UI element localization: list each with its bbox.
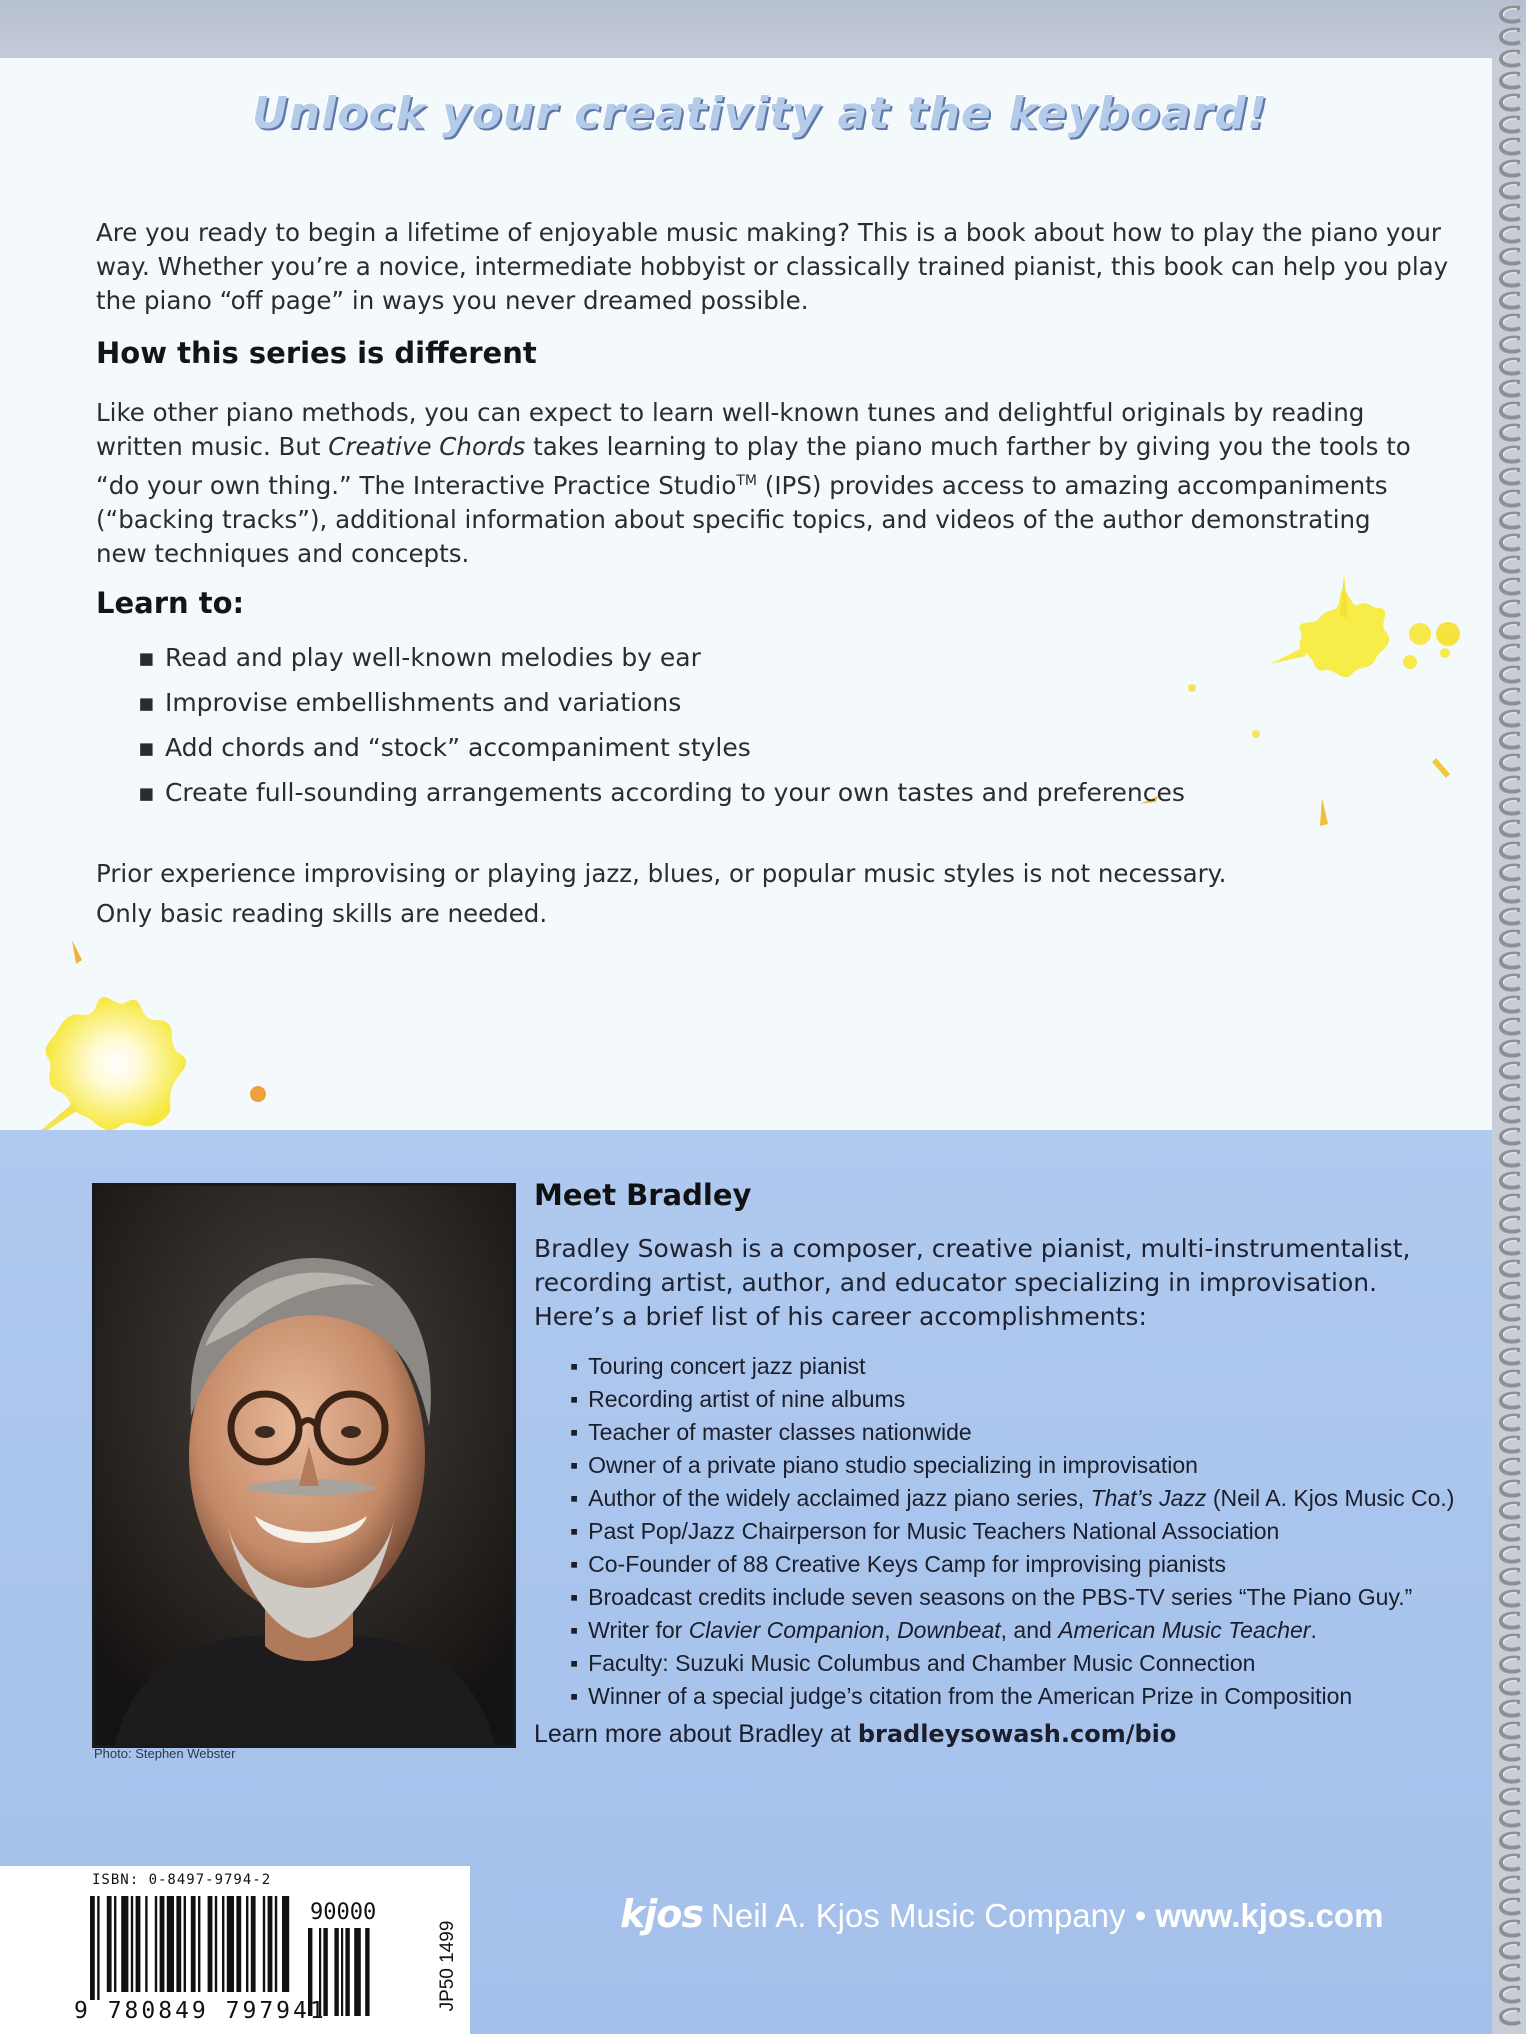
splash-right xyxy=(1140,574,1460,826)
series-text-b: takes learning to play the piano much farther by giving you the tools to “do your own thing.” The Interactive Practice Studio xyxy=(96,432,1411,501)
splash-left xyxy=(20,940,266,1157)
meet-intro: Bradley Sowash is a composer, creative pianist, multi-instrumentalist, recording artist, author, and educator specializing in improvisation. Here’s a brief list of his career accomplishments: xyxy=(534,1234,1411,1331)
list-item: ▪ Improvise embellishments and variations xyxy=(138,683,1185,728)
publisher-name: Neil A. Kjos Music Company xyxy=(711,1897,1126,1934)
barcode-bar xyxy=(90,1896,95,2000)
bullet-separator: • xyxy=(1134,1897,1147,1934)
series-title: That’s Jazz xyxy=(1090,1485,1207,1511)
barcode-bar xyxy=(167,1896,174,1992)
publisher-line xyxy=(620,1892,1383,1936)
list-item: ▪ Faculty: Suzuki Music Columbus and Chamber Music Connection xyxy=(570,1647,1454,1680)
series-heading: How this series is different xyxy=(96,336,537,370)
learn-more-line xyxy=(534,1720,1176,1749)
price-barcode-bar xyxy=(345,1928,349,2016)
price-barcode-bar xyxy=(334,1928,338,2016)
list-item xyxy=(570,1482,1454,1515)
barcode-bar xyxy=(246,1896,248,1992)
barcode-bar xyxy=(184,1896,186,1992)
meet-heading: Meet Bradley xyxy=(534,1178,752,1212)
publication-title: Downbeat xyxy=(897,1617,1001,1643)
barcode-bar xyxy=(263,1896,265,1992)
series-paragraph xyxy=(96,396,1426,571)
barcode-bar xyxy=(107,1896,112,1992)
prior-line-1: Prior experience improvising or playing jazz, blues, or popular music styles is not necessary. xyxy=(96,859,1227,888)
binding-strip xyxy=(0,0,1526,58)
price-barcode-bar xyxy=(354,1928,361,2016)
list-item: ▪ Read and play well-known melodies by ear xyxy=(138,638,1185,683)
barcode-bar xyxy=(236,1896,241,1992)
photo-credit: Photo: Stephen Webster xyxy=(94,1746,236,1761)
list-item: ▪ Teacher of master classes nationwide xyxy=(570,1416,1454,1449)
catalog-number: JP50 1499 xyxy=(437,1920,458,2012)
publication-title: Clavier Companion xyxy=(688,1617,885,1643)
barcode-bar xyxy=(176,1896,181,1992)
list-item: ▪ Past Pop/Jazz Chairperson for Music Teachers National Association xyxy=(570,1515,1454,1548)
list-item: ▪ Owner of a private piano studio specializing in improvisation xyxy=(570,1449,1454,1482)
price-barcode-bar xyxy=(341,1928,343,2016)
separator: , xyxy=(884,1617,898,1643)
learn-heading: Learn to: xyxy=(96,586,245,620)
barcode-bar xyxy=(160,1896,165,1992)
intro-paragraph: Are you ready to begin a lifetime of enjoyable music making? This is a book about how to play the piano your way. Whether you’re a novice, intermediate hobbyist or classically trained pianist, this book can help you play the piano “off page” in ways you never dreamed possible. xyxy=(96,218,1449,315)
writer-item-text: Writer for xyxy=(588,1617,689,1643)
separator: , and xyxy=(1000,1617,1059,1643)
barcode-bar xyxy=(222,1896,224,1992)
list-item: ▪ Broadcast credits include seven seasons on the PBS-TV series “The Piano Guy.” xyxy=(570,1581,1454,1614)
list-item: ▪ Create full-sounding arrangements according to your own tastes and preferences xyxy=(138,773,1185,818)
trademark-mark: TM xyxy=(736,473,757,489)
kjos-logo: kjos xyxy=(620,1892,704,1936)
career-list xyxy=(570,1350,1454,1713)
isbn-label: ISBN: 0-8497-9794-2 xyxy=(92,1872,272,1888)
price-code: 90000 xyxy=(310,1900,377,1925)
period: . xyxy=(1310,1617,1317,1643)
prior-experience-note xyxy=(96,854,1396,934)
learn-more-text: Learn more about Bradley at xyxy=(534,1720,858,1748)
barcode-bar xyxy=(114,1896,116,1992)
barcode-bar xyxy=(121,1896,128,1992)
barcode-bar xyxy=(275,1896,277,1992)
author-item-text: Author of the widely acclaimed jazz piano series, xyxy=(588,1485,1091,1511)
publication-title: American Music Teacher xyxy=(1058,1617,1311,1643)
bio-link[interactable]: bradleysowash.com/bio xyxy=(857,1720,1177,1748)
barcode-bar xyxy=(198,1896,200,1992)
learn-list xyxy=(138,638,1185,818)
barcode-bar xyxy=(227,1896,234,1992)
list-item: ▪ Touring concert jazz pianist xyxy=(570,1350,1454,1383)
series-text-a: Like other piano methods, you can expect to learn well-known tunes and delightful originals by reading written music. But xyxy=(96,398,1365,461)
barcode-digits: 9 780849 797941 xyxy=(74,1998,327,2024)
barcode-bar xyxy=(155,1896,157,1992)
barcode-bar xyxy=(145,1896,147,1992)
list-item xyxy=(570,1614,1454,1647)
list-item: ▪ Winner of a special judge’s citation from the American Prize in Composition xyxy=(570,1680,1454,1713)
book-title: Creative Chords xyxy=(328,432,526,461)
headline: Unlock your creativity at the keyboard! xyxy=(252,88,1268,139)
prior-line-2: Only basic reading skills are needed. xyxy=(96,899,548,928)
author-photo xyxy=(92,1183,516,1748)
series-text-c: (IPS) provides access to amazing accompaniments (“backing tracks”), additional information about specific topics, and videos of the author demonstrating new techniques and concepts. xyxy=(96,471,1388,569)
barcode-bar xyxy=(268,1896,273,1992)
publisher-url[interactable]: www.kjos.com xyxy=(1155,1897,1384,1934)
spiral-binding xyxy=(1486,0,1526,2034)
barcode-bar xyxy=(191,1896,196,1992)
barcode-bar xyxy=(131,1896,133,1992)
list-item: ▪ Recording artist of nine albums xyxy=(570,1383,1454,1416)
list-item: ▪ Add chords and “stock” accompaniment styles xyxy=(138,728,1185,773)
list-item: ▪ Co-Founder of 88 Creative Keys Camp for improvising pianists xyxy=(570,1548,1454,1581)
barcode-bar xyxy=(136,1896,141,1992)
barcode-bar xyxy=(97,1896,99,2000)
barcode-bar xyxy=(251,1896,256,1992)
price-barcode-bar xyxy=(365,1928,369,2016)
barcode-bar xyxy=(215,1896,217,1992)
barcode-bar xyxy=(208,1896,213,1992)
author-item-publisher: (Neil A. Kjos Music Co.) xyxy=(1206,1485,1455,1511)
barcode-bar xyxy=(282,1896,289,1992)
